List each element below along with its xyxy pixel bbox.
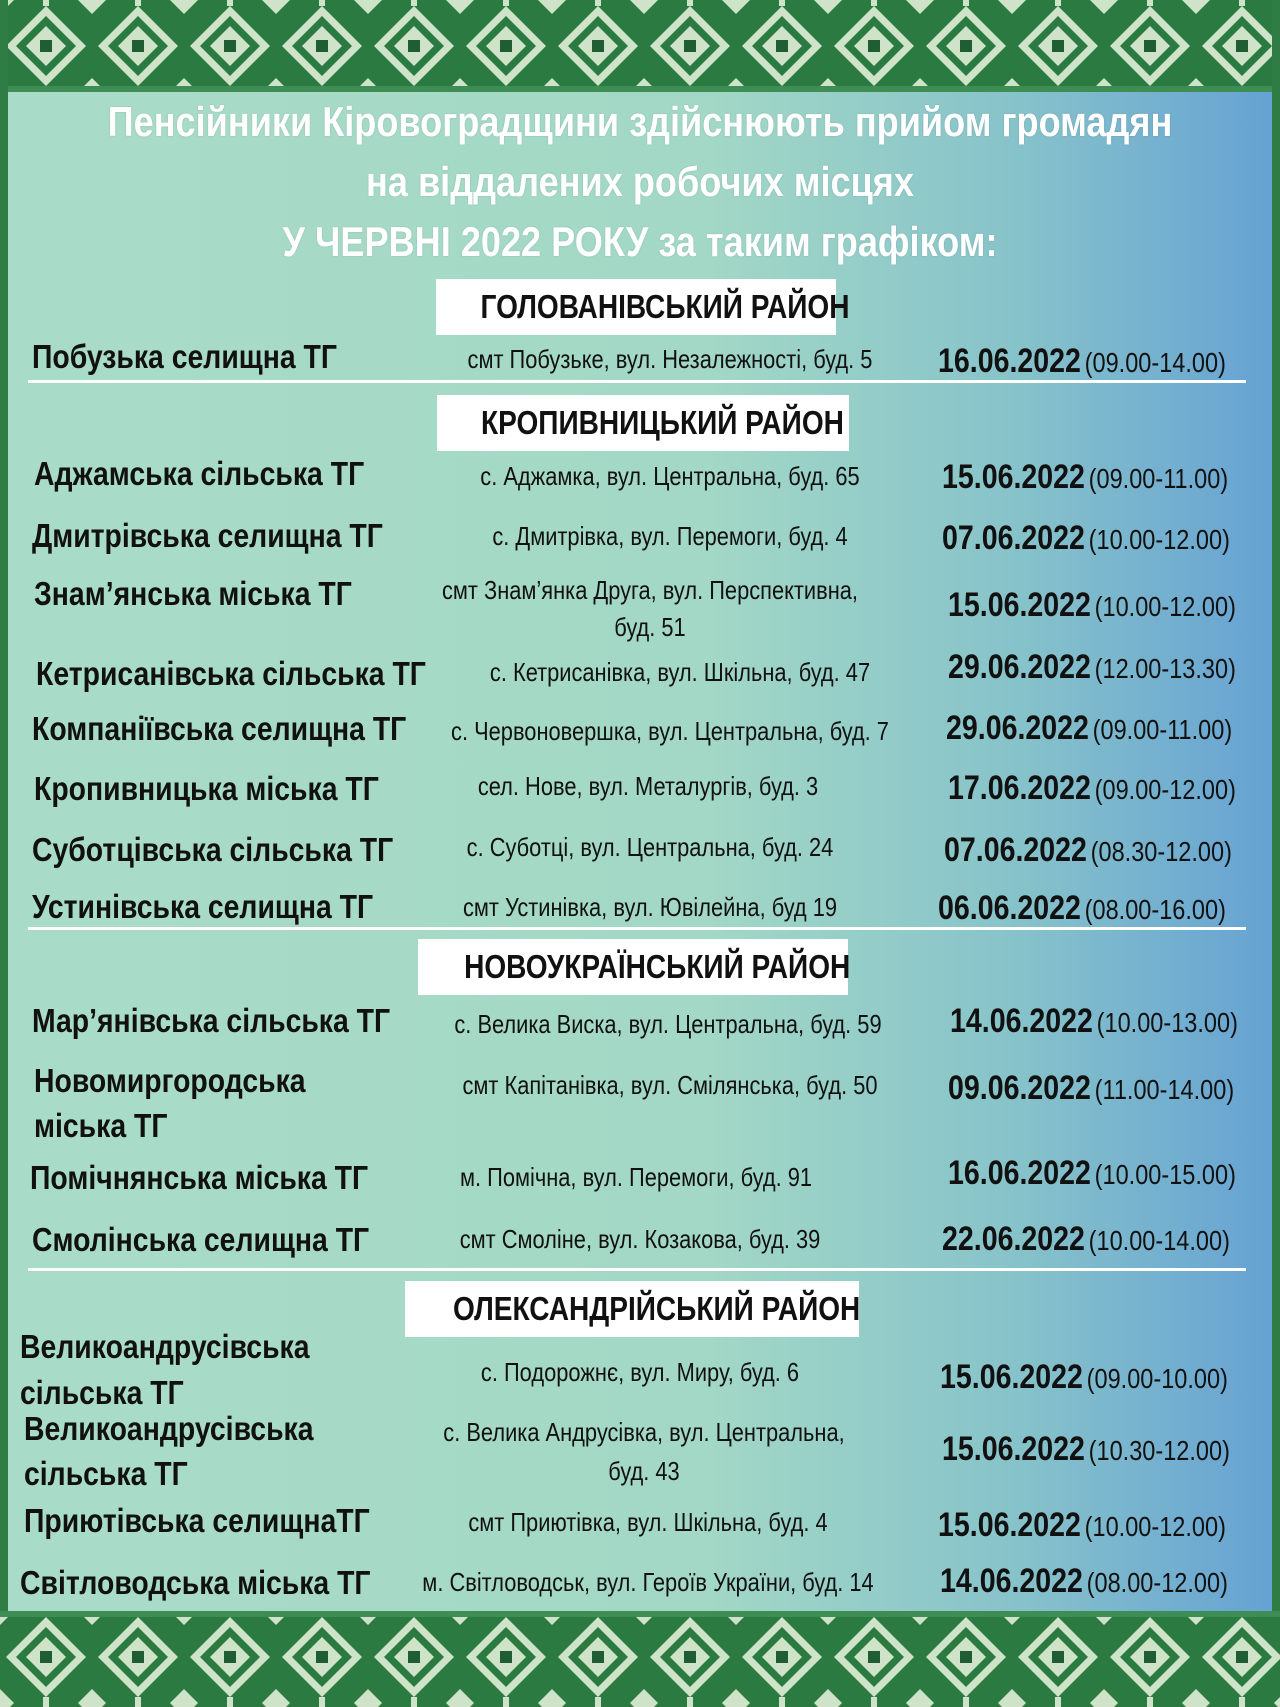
- address: с. Аджамка, вул. Центральна, буд. 65: [480, 461, 860, 491]
- date-time: 09.06.2022 (11.00-14.00): [948, 1069, 1235, 1107]
- address: смт Капітанівка, вул. Смілянська, буд. 50: [462, 1070, 878, 1100]
- address: с. Велика Виска, вул. Центральна, буд. 59: [454, 1009, 882, 1039]
- date-time: 15.06.2022 (09.00-10.00): [940, 1358, 1228, 1396]
- tg-name-line-2: сільська ТГ: [20, 1374, 184, 1411]
- date-time: 22.06.2022 (10.00-14.00): [942, 1220, 1230, 1258]
- tg-name: Устинівська селищна ТГ: [32, 888, 374, 925]
- date-time: 14.06.2022 (08.00-12.00): [940, 1562, 1228, 1600]
- date-time: 16.06.2022 (10.00-15.00): [948, 1154, 1236, 1192]
- tg-name: Суботцівська сільська ТГ: [32, 831, 394, 868]
- tg-name-line-2: міська ТГ: [34, 1107, 168, 1144]
- date-time: 29.06.2022 (09.00-11.00): [946, 709, 1233, 747]
- tg-name: Помічнянська міська ТГ: [30, 1159, 369, 1196]
- address: с. Суботці, вул. Центральна, буд. 24: [466, 832, 834, 862]
- date-time: 15.06.2022 (09.00-11.00): [942, 458, 1229, 496]
- title-line-1: Пенсійники Кіровоградщини здійснюють прийом громадян: [107, 98, 1173, 145]
- tg-name: Компаніївська селищна ТГ: [32, 710, 407, 747]
- district-header-holovanivskyi: ГОЛОВАНІВСЬКИЙ РАЙОН: [436, 279, 836, 335]
- date-time: 29.06.2022 (12.00-13.30): [948, 648, 1236, 686]
- embroidery-pattern-top: [0, 0, 1280, 92]
- address: смт Устинівка, вул. Ювілейна, буд 19: [462, 892, 838, 922]
- date-time: 17.06.2022 (09.00-12.00): [948, 769, 1236, 807]
- address: с. Червоновершка, вул. Центральна, буд. 7: [451, 716, 889, 746]
- date-time: 15.06.2022 (10.00-12.00): [948, 586, 1236, 624]
- tg-name: Знам’янська міська ТГ: [34, 575, 352, 612]
- tg-name: Новомиргородська: [34, 1062, 306, 1099]
- tg-name: Дмитрівська селищна ТГ: [32, 517, 383, 554]
- address: смт Приютівка, вул. Шкільна, буд. 4: [468, 1507, 828, 1537]
- tg-name: Побузька селищна ТГ: [32, 338, 337, 375]
- left-green-border: [0, 0, 8, 1707]
- tg-name-line-2: сільська ТГ: [24, 1455, 188, 1492]
- district-header-kropyvnytskyi: КРОПИВНИЦЬКИЙ РАЙОН: [437, 395, 849, 451]
- date-time: 15.06.2022 (10.30-12.00): [942, 1430, 1230, 1468]
- address-line-2: буд. 43: [608, 1456, 680, 1486]
- ornament-bottom-border: [0, 1611, 1280, 1707]
- address: м. Помічна, вул. Перемоги, буд. 91: [459, 1162, 813, 1192]
- address: смт Знам’янка Друга, вул. Перспективна,: [441, 575, 858, 605]
- tg-name: Приютівська селищнаТГ: [24, 1502, 370, 1539]
- section-divider: [28, 927, 1246, 930]
- tg-name: Великоандрусівська: [24, 1410, 314, 1447]
- tg-name: Кропивницька міська ТГ: [34, 770, 379, 807]
- tg-name: Аджамська сільська ТГ: [34, 455, 365, 492]
- date-time: 14.06.2022 (10.00-13.00): [950, 1002, 1238, 1040]
- tg-name: Мар’янівська сільська ТГ: [32, 1002, 391, 1039]
- title-line-3: У ЧЕРВНІ 2022 РОКУ за таким графіком:: [282, 218, 998, 265]
- address: с. Кетрисанівка, вул. Шкільна, буд. 47: [489, 657, 871, 687]
- address: смт Побузьке, вул. Незалежності, буд. 5: [467, 344, 873, 374]
- section-divider: [28, 1268, 1246, 1271]
- address: с. Подорожнє, вул. Миру, буд. 6: [480, 1357, 800, 1387]
- title-line-2: на віддалених робочих місцях: [366, 158, 914, 205]
- date-time: 07.06.2022 (10.00-12.00): [942, 519, 1230, 557]
- address: сел. Нове, вул. Металургів, буд. 3: [477, 771, 819, 801]
- date-time: 06.06.2022 (08.00-16.00): [938, 889, 1226, 927]
- tg-name: Великоандрусівська: [20, 1328, 310, 1365]
- address: смт Смоліне, вул. Козакова, буд. 39: [459, 1224, 821, 1254]
- address: с. Велика Андрусівка, вул. Центральна,: [443, 1417, 845, 1447]
- address: с. Дмитрівка, вул. Перемоги, буд. 4: [492, 521, 848, 551]
- ornament-top-border: [0, 0, 1280, 92]
- tg-name: Смолінська селищна ТГ: [32, 1221, 370, 1258]
- right-green-border: [1272, 0, 1280, 1707]
- date-time: 16.06.2022 (09.00-14.00): [938, 342, 1226, 380]
- date-time: 07.06.2022 (08.30-12.00): [944, 831, 1232, 869]
- district-header-novoukrainskyi: НОВОУКРАЇНСЬКИЙ РАЙОН: [418, 939, 848, 995]
- section-divider: [28, 380, 1246, 383]
- poster-title: [90, 92, 1191, 272]
- tg-name: Кетрисанівська сільська ТГ: [36, 655, 426, 692]
- district-header-oleksandriiskyi: ОЛЕКСАНДРІЙСЬКИЙ РАЙОН: [405, 1281, 859, 1337]
- address: м. Світловодськ, вул. Героїв України, буд. 14: [422, 1567, 874, 1597]
- address-line-2: буд. 51: [614, 612, 686, 642]
- tg-name: Світловодська міська ТГ: [20, 1564, 371, 1601]
- embroidery-pattern-bottom: [0, 1611, 1280, 1707]
- date-time: 15.06.2022 (10.00-12.00): [938, 1506, 1226, 1544]
